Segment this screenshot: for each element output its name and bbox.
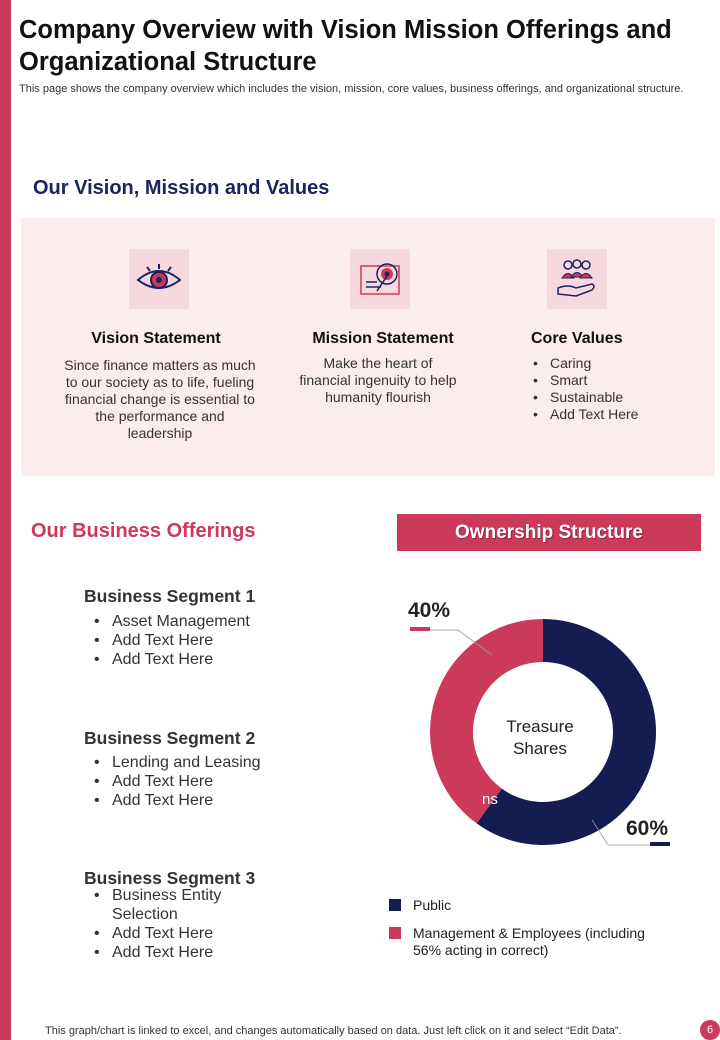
- list-item: • Sustainable: [533, 389, 638, 406]
- list-item: • Add Text Here: [94, 924, 244, 943]
- list-item: • Business Entity Selection: [94, 886, 244, 924]
- data-label-management: 40%: [408, 599, 451, 622]
- segment-3-list: [94, 886, 244, 962]
- footer-note: This graph/chart is linked to excel, and changes automatically based on data. Just left click on it and select “Edit Data”.: [45, 1025, 622, 1037]
- data-label-public: 60%: [626, 817, 669, 840]
- mission-title: Mission Statement: [312, 330, 454, 347]
- list-item: • Asset Management: [94, 612, 250, 631]
- core-values-icon-box: [547, 249, 607, 309]
- center-label-line-1: Treasure: [506, 717, 574, 736]
- list-item: • Lending and Leasing: [94, 753, 261, 772]
- center-label-line-2: Shares: [513, 739, 567, 758]
- legend-swatch: [389, 927, 401, 939]
- accent-bar: [0, 0, 11, 1040]
- vision-icon-box: [129, 249, 189, 309]
- segment-1-list: [94, 612, 250, 669]
- vision-text: Since finance matters as much to our society as to life, fueling financial change is essential to the performance and leadership: [64, 357, 256, 441]
- list-item: • Add Text Here: [94, 631, 250, 650]
- legend-item-management: [389, 925, 673, 959]
- ownership-donut-chart: [380, 580, 700, 870]
- segment-1-title: Business Segment 1: [84, 586, 256, 606]
- list-item: • Add Text Here: [533, 406, 638, 423]
- label-marker-60: [650, 842, 670, 846]
- legend-label: Management & Employees (including 56% acting in correct): [413, 925, 645, 958]
- people-hand-icon: [554, 256, 600, 302]
- target-certificate-icon: [357, 256, 403, 302]
- vision-section-heading: Our Vision, Mission and Values: [33, 177, 330, 199]
- list-item: • Caring: [533, 355, 638, 372]
- list-item: • Add Text Here: [94, 791, 261, 810]
- page-subtitle: This page shows the company overview which includes the vision, mission, core values, business offerings, and organizational structure.: [19, 83, 684, 95]
- mission-text: Make the heart of financial ingenuity to help humanity flourish: [299, 355, 457, 405]
- core-values-title: Core Values: [531, 330, 623, 347]
- ownership-banner: Ownership Structure: [397, 514, 701, 551]
- stray-slice-label: ns: [482, 791, 498, 808]
- offerings-heading: Our Business Offerings: [31, 520, 256, 542]
- page-number: 6: [700, 1020, 720, 1040]
- list-item: • Add Text Here: [94, 772, 261, 791]
- page-title: Company Overview with Vision Mission Offerings and Organizational Structure: [19, 16, 672, 76]
- vision-title: Vision Statement: [91, 330, 221, 347]
- segment-2-title: Business Segment 2: [84, 728, 256, 748]
- segment-2-list: [94, 753, 261, 810]
- legend-label: Public: [413, 897, 452, 913]
- legend-swatch: [389, 899, 401, 911]
- list-item: • Smart: [533, 372, 638, 389]
- label-marker-40: [410, 627, 430, 631]
- legend-item-public: [389, 897, 673, 914]
- mission-icon-box: [350, 249, 410, 309]
- eye-icon: [134, 262, 184, 296]
- core-values-list: [533, 355, 638, 423]
- segment-3-title: Business Segment 3: [84, 868, 256, 888]
- list-item: • Add Text Here: [94, 943, 244, 962]
- list-item: • Add Text Here: [94, 650, 250, 669]
